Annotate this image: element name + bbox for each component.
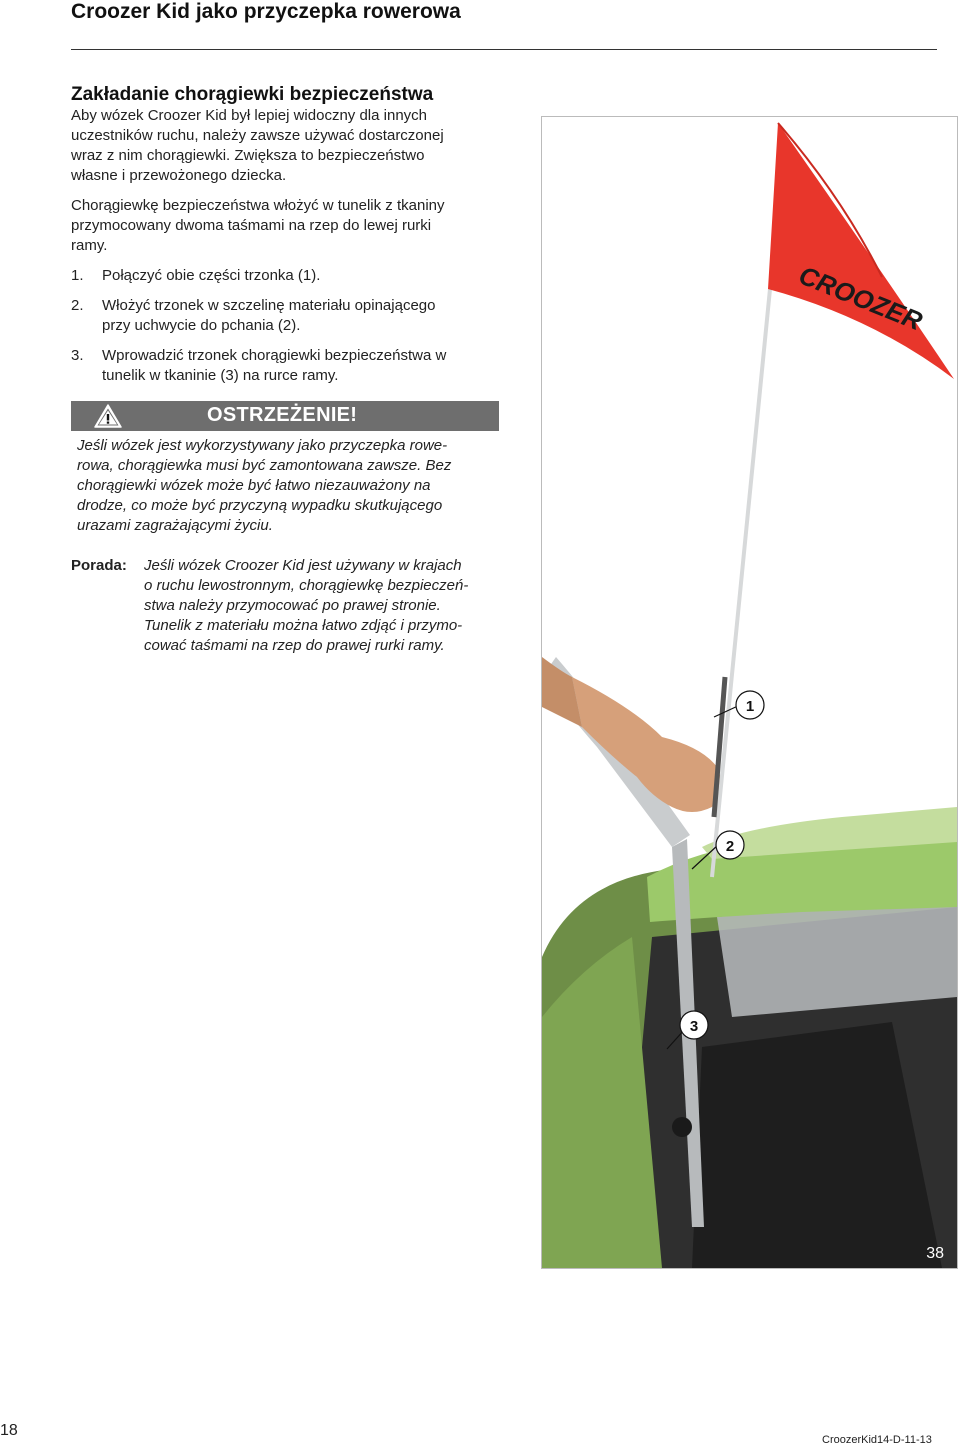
step-line: Połączyć obie części trzonka (1).: [102, 267, 321, 284]
intro-line: własne i przewożonego dziecka.: [71, 167, 287, 184]
tip-line: Jeśli wózek Croozer Kid jest używany w krajach: [144, 557, 462, 574]
intro-line: uczestników ruchu, należy zawsze używać dostarczonej: [71, 127, 444, 144]
tip-line: cować taśmami na rzep do prawej rurki ramy.: [144, 637, 445, 654]
step-line: Włożyć trzonek w szczelinę materiału opinającego: [102, 297, 436, 314]
tip-line: Tunelik z materiału można łatwo zdjąć i przymo-: [144, 617, 463, 634]
warning-text: [77, 436, 502, 536]
intro-line: wraz z nim chorągiewki. Zwiększa to bezpieczeństwo: [71, 147, 425, 164]
document-code: CroozerKid14-D-11-13: [822, 1434, 932, 1446]
warning-line: chorągiewki wózek może być łatwo niezauważony na: [77, 477, 431, 494]
tip-line: stwa należy przymocować po prawej stronie.: [144, 597, 441, 614]
warning-triangle-icon: [93, 403, 123, 429]
callout-1: 1: [745, 698, 755, 715]
instruction-line: ramy.: [71, 237, 108, 254]
warning-line: drodze, co może być przyczyną wypadku skutkującego: [77, 497, 443, 514]
instruction-line: przymocowany dwoma taśmami na rzep do lewej rurki: [71, 217, 432, 234]
page-header-title: Croozer Kid jako przyczepka rowerowa: [71, 0, 461, 23]
tip-text: [144, 556, 504, 656]
step-number: 1.: [71, 267, 84, 284]
warning-line: rowa, chorągiewka musi być zamontowana zawsze. Bez: [77, 457, 452, 474]
warning-line: urazami zagrażającymi życiu.: [77, 517, 273, 534]
warning-banner: [71, 401, 499, 431]
instruction-paragraph: [71, 196, 501, 256]
tip-label: Porada:: [71, 557, 127, 574]
tip-line: o ruchu lewostronnym, chorągiewkę bezpieczeń-: [144, 577, 469, 594]
figure-photo: [541, 116, 958, 1269]
intro-paragraph: [71, 106, 501, 186]
warning-line: Jeśli wózek jest wykorzystywany jako przyczepka rowe-: [77, 437, 448, 454]
step-number: 3.: [71, 347, 84, 364]
step-line: tunelik w tkaninie (3) na rurce ramy.: [102, 367, 339, 384]
figure-number: 38: [926, 1245, 944, 1262]
safety-flag-illustration: [542, 117, 957, 1268]
header-divider: [71, 49, 937, 50]
instruction-line: Chorągiewkę bezpieczeństwa włożyć w tunelik z tkaniny: [71, 197, 445, 214]
flag-brand-text: CROOZER: [794, 259, 927, 337]
step-number: 2.: [71, 297, 84, 314]
intro-line: Aby wózek Croozer Kid był lepiej widoczny dla innych: [71, 107, 428, 124]
callout-2: 2: [725, 838, 735, 855]
page-number: 18: [0, 1422, 18, 1439]
step-line: Wprowadzić trzonek chorągiewki bezpieczeństwa w: [102, 347, 447, 364]
callout-3: 3: [689, 1018, 699, 1035]
step-line: przy uchwycie do pchania (2).: [102, 317, 301, 334]
section-title: Zakładanie chorągiewki bezpieczeństwa: [71, 84, 434, 105]
warning-title: OSTRZEŻENIE!: [207, 404, 358, 426]
